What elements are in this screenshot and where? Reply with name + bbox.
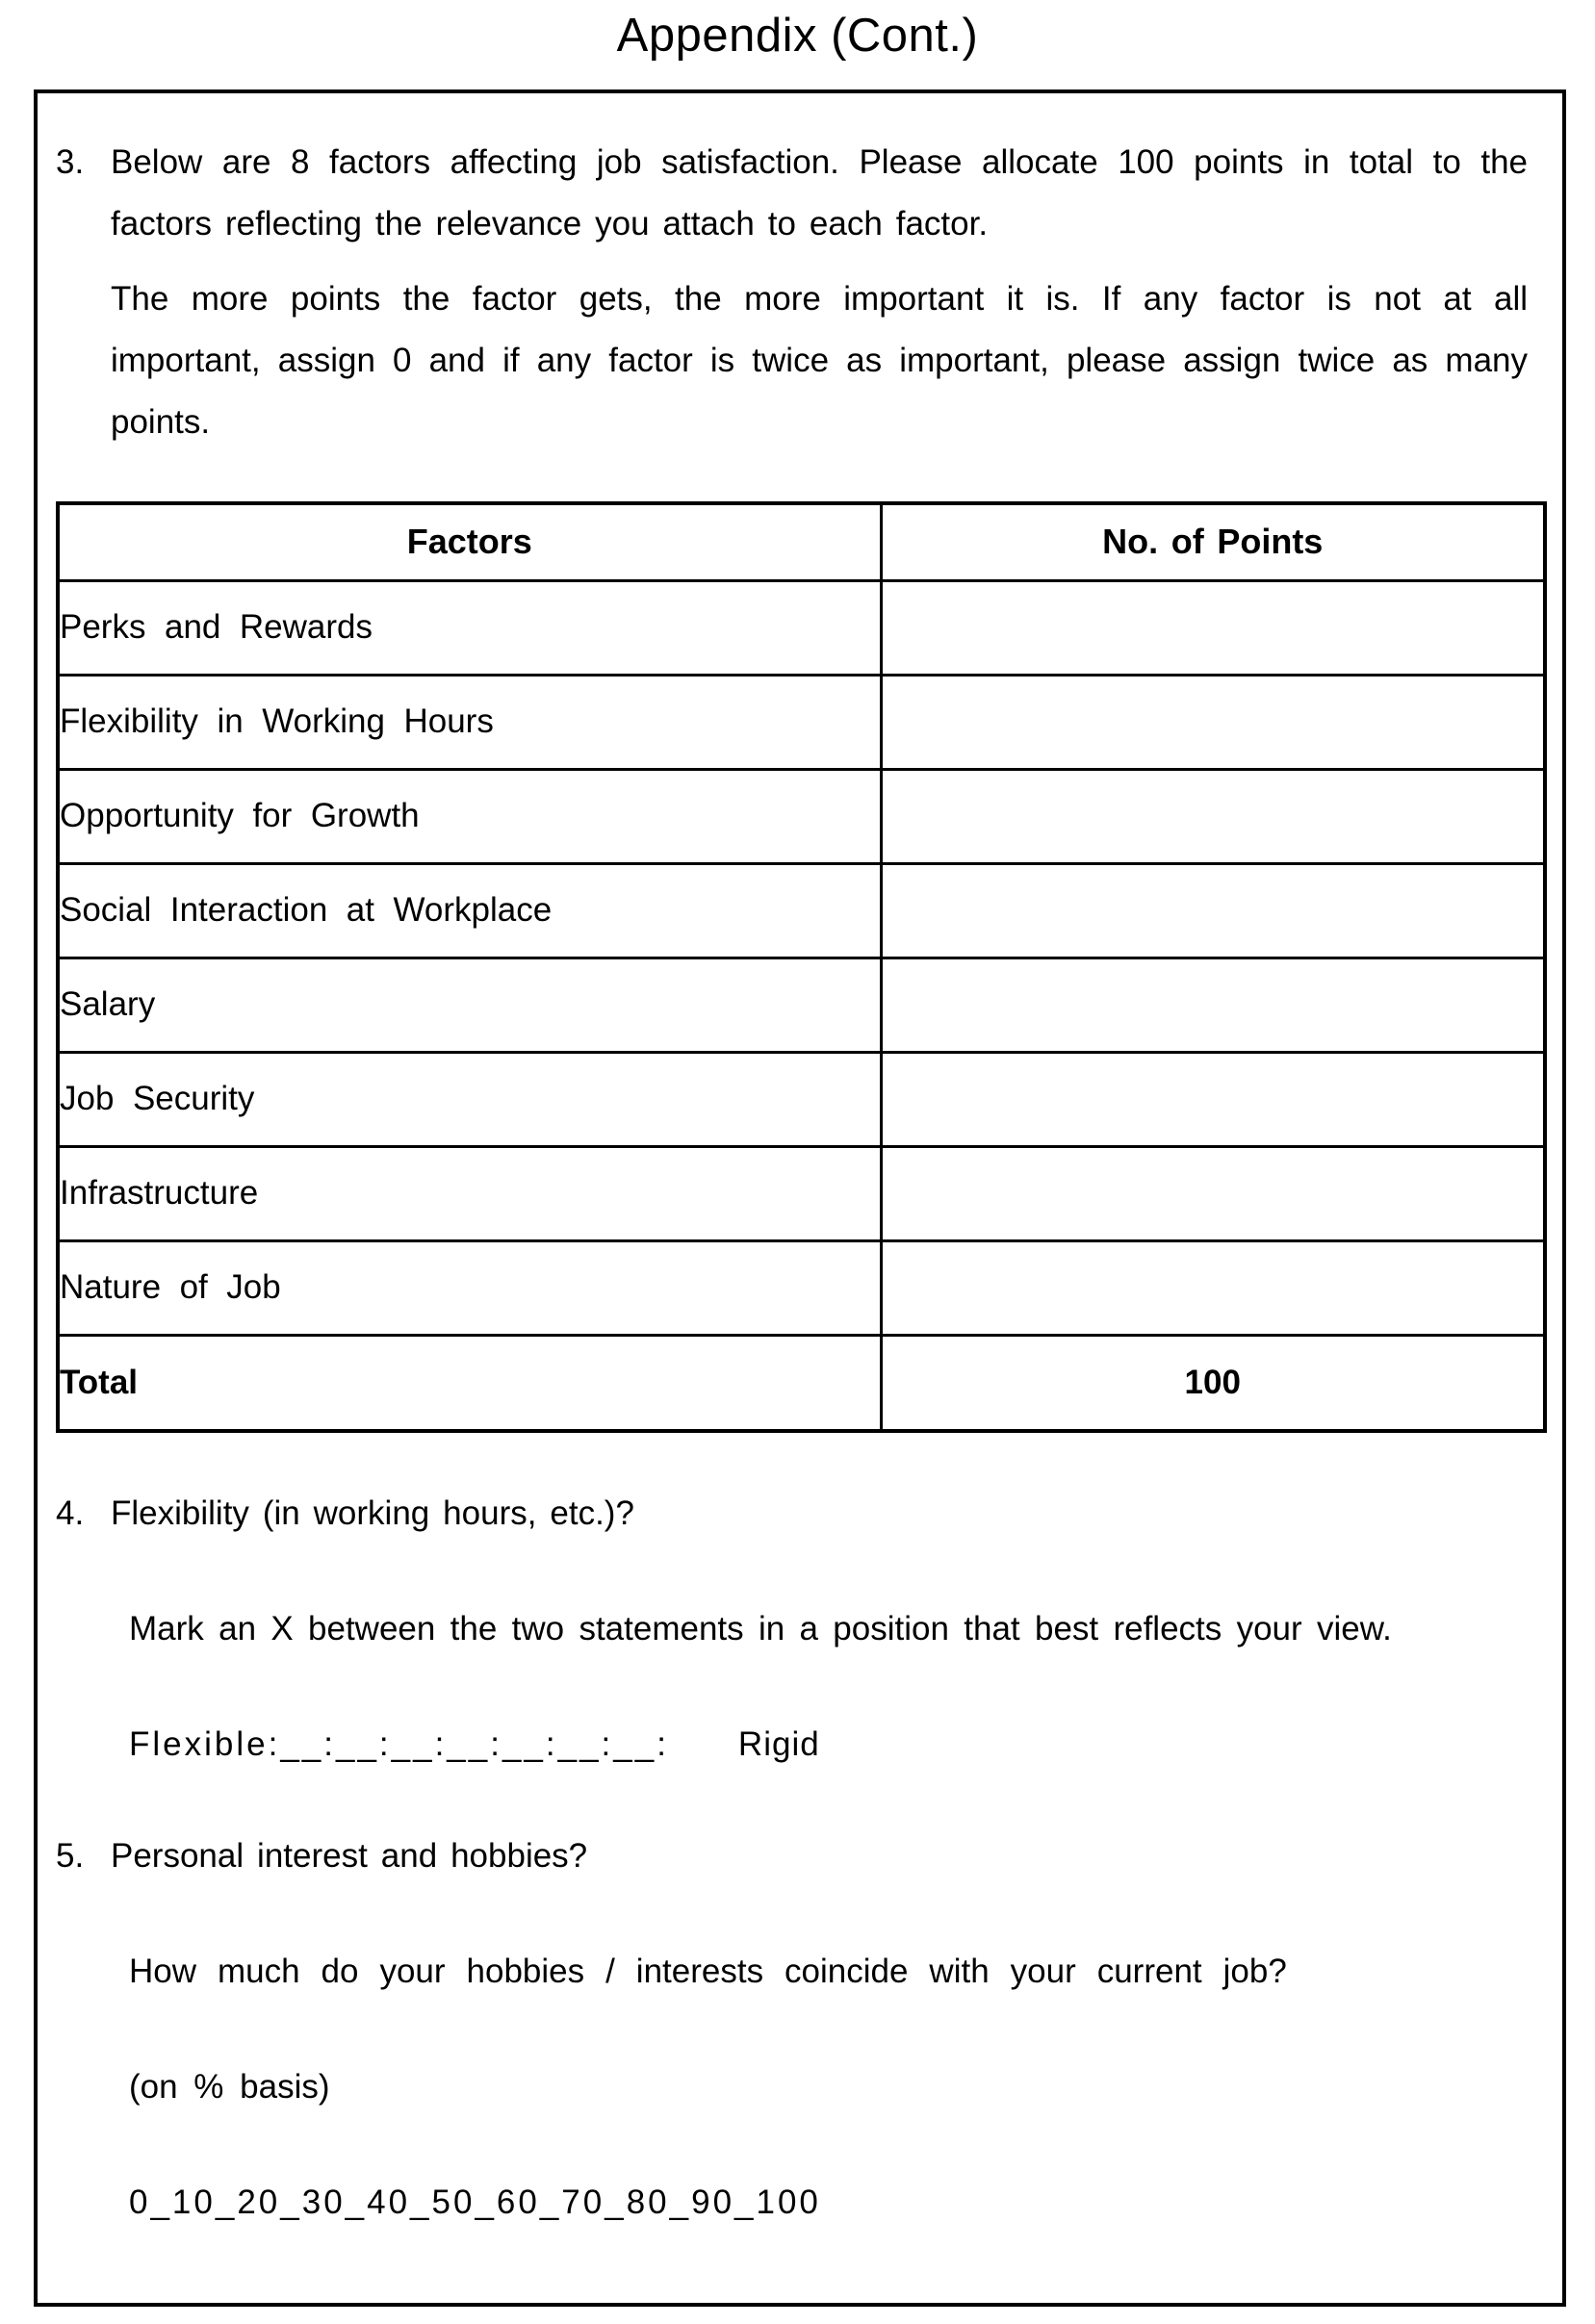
table-row — [58, 863, 1545, 958]
question-5-subquestion: How much do your hobbies / interests coincide with your current job? — [129, 1953, 1287, 1990]
table-row — [58, 675, 1545, 769]
factor-label: Perks and Rewards — [58, 580, 881, 675]
points-cell[interactable] — [881, 958, 1545, 1052]
question-5 — [56, 1826, 1528, 1887]
scale-left-label: Flexible: — [129, 1725, 281, 1763]
points-cell[interactable] — [881, 1240, 1545, 1335]
points-cell[interactable] — [881, 675, 1545, 769]
column-header-factors: Factors — [58, 503, 881, 580]
points-cell[interactable] — [881, 580, 1545, 675]
factor-label: Nature of Job — [58, 1240, 881, 1335]
question-5-title: Personal interest and hobbies? — [111, 1837, 588, 1875]
factor-label: Infrastructure — [58, 1146, 881, 1240]
table-row — [58, 580, 1545, 675]
table-row — [58, 769, 1545, 863]
points-cell[interactable] — [881, 1146, 1545, 1240]
column-header-points: No. of Points — [881, 503, 1545, 580]
factor-label: Opportunity for Growth — [58, 769, 881, 863]
points-cell[interactable] — [881, 863, 1545, 958]
table-row — [58, 1146, 1545, 1240]
table-header-row — [58, 503, 1545, 580]
factors-table — [56, 501, 1547, 1433]
question-3-text — [111, 132, 1528, 453]
table-total-row — [58, 1335, 1545, 1431]
question-5-number: 5. — [56, 1837, 85, 1875]
table-row — [58, 1052, 1545, 1146]
scale-blank-slots[interactable]: __:__:__:__:__:__:__: — [280, 1725, 669, 1763]
factor-label: Salary — [58, 958, 881, 1052]
factor-label: Flexibility in Working Hours — [58, 675, 881, 769]
question-4-instruction: Mark an X between the two statements in a position that best reflects your view. — [129, 1610, 1392, 1647]
question-4-number: 4. — [56, 1494, 85, 1532]
question-3-paragraph-1: Below are 8 factors affecting job satisfaction. Please allocate 100 points in total to the factors reflecting the relevance you attach to each factor. — [111, 143, 1528, 243]
points-cell[interactable] — [881, 769, 1545, 863]
question-3 — [56, 132, 1528, 453]
points-cell[interactable] — [881, 1052, 1545, 1146]
percent-scale[interactable]: 0_10_20_30_40_50_60_70_80_90_100 — [129, 2184, 821, 2221]
table-row — [58, 958, 1545, 1052]
total-points-value: 100 — [881, 1335, 1545, 1431]
factor-label: Social Interaction at Workplace — [58, 863, 881, 958]
question-3-number: 3. — [56, 143, 85, 181]
question-4-title: Flexibility (in working hours, etc.)? — [111, 1494, 634, 1532]
table-row — [58, 1240, 1545, 1335]
scale-right-label: Rigid — [737, 1725, 820, 1763]
factor-label: Job Security — [58, 1052, 881, 1146]
question-3-paragraph-2: The more points the factor gets, the more important it is. If any factor is not at all important, assign 0 and if any factor is twice as important, please assign twice as many points. — [111, 280, 1528, 441]
flexible-rigid-scale — [129, 1714, 1528, 1775]
page-title: Appendix (Cont.) — [616, 10, 979, 62]
content-box — [34, 89, 1566, 2307]
question-4 — [56, 1483, 1528, 1545]
total-label: Total — [58, 1335, 881, 1431]
percent-basis-note: (on % basis) — [129, 2068, 330, 2106]
